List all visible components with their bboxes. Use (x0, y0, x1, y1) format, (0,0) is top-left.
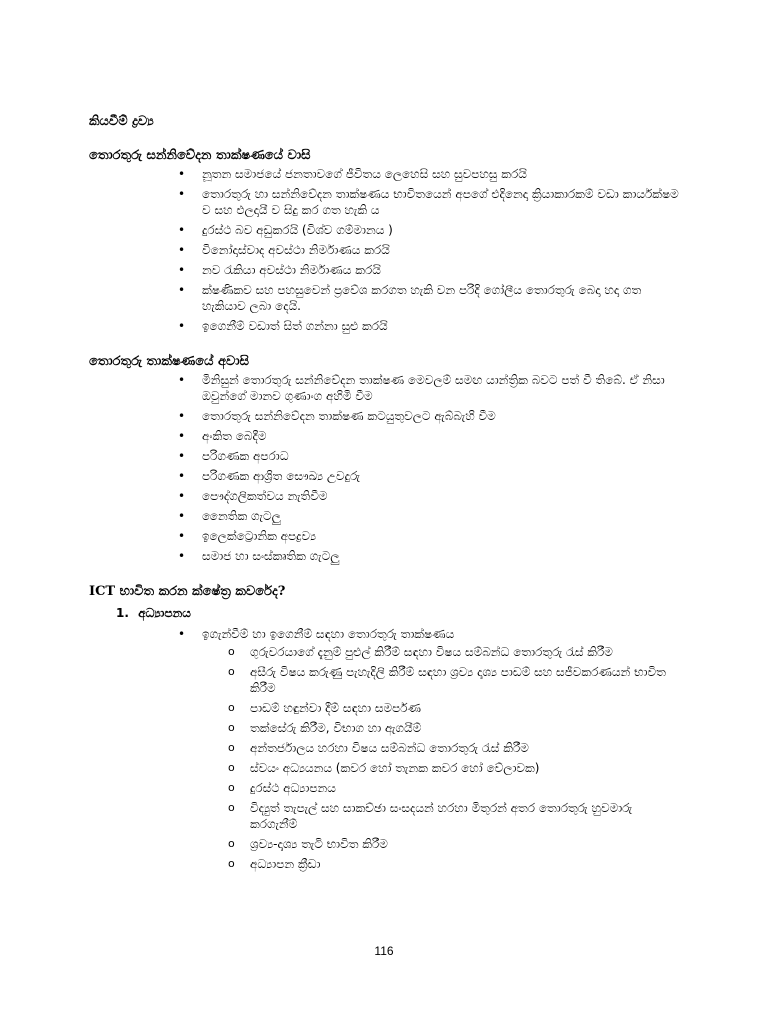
list-item (0, 548, 682, 564)
item-text: තක්සේරු කිරීම, විභාග හා ඇගයීම් (250, 721, 422, 735)
list-item (0, 800, 670, 832)
bullet-icon: • (178, 187, 186, 201)
item-text: දුරස්ථ අධ්‍යාපනය (250, 781, 336, 795)
section-number: 1. (116, 606, 129, 620)
list-item (0, 528, 682, 544)
item-text: නූතන සමාජයේ ජනතාවගේ ජීවිතය ලෙහෙසි සහ සුවපහසු කරයි (202, 167, 527, 181)
list-item (0, 508, 682, 524)
bullet-icon: • (178, 243, 186, 257)
education-subitems-list (0, 644, 670, 876)
bullet-icon: • (178, 627, 186, 641)
item-text: තොරතුරු හා සන්නිවේදන තාක්ෂණය භාවිතයෙන් අපගේ එදිනෙදා ක්‍රියාකාරකම් වඩා කාර්යක්ෂම ව සහ ඵලදායී ව සිදු කර ගත හැකි ය (202, 187, 679, 217)
item-text: ක්ෂණිකව සහ පහසුවෙන් ප්‍රවේශ කරගත හැකි වන පරිදි ගෝලීය තොරතුරු බෙදා හදා ගත හැකියාව ලබා දෙයි. (202, 283, 642, 313)
circle-bullet-icon: o (228, 741, 235, 754)
item-text: නෛතික ගැටලු (202, 509, 281, 523)
item-text: පරිගණක අපරාධ (202, 449, 289, 463)
item-text: අධ්‍යාපන ක්‍රීඩා (250, 857, 321, 871)
list-item (0, 664, 670, 696)
circle-bullet-icon: o (228, 761, 235, 774)
item-text: විද්‍යුත් තැපැල් සහ සාකච්ඡා සංසදයන් හරහා මිතුරන් අතර තොරතුරු හුවමාරු කරගැනීම් (250, 801, 633, 831)
item-text: විනෝදාස්වාද අවස්ථා නිර්මාණය කරයි (202, 243, 390, 257)
bullet-icon: • (178, 429, 186, 443)
list-item (0, 428, 682, 444)
list-item (0, 408, 682, 424)
bullet-icon: • (178, 319, 186, 333)
item-text: ගුරුවරයාගේ දැනුම් පුළුල් කිරීම් සඳහා විෂය සම්බන්ධ තොරතුරු රැස් කිරීම (250, 645, 613, 659)
list-item (0, 372, 682, 404)
circle-bullet-icon: o (228, 781, 235, 794)
list-item (0, 186, 682, 218)
circle-bullet-icon: o (228, 801, 235, 814)
disadvantages-list (0, 372, 682, 568)
advantages-list (0, 166, 682, 338)
list-item (0, 780, 670, 796)
item-text: ස්වයං අධ්‍යයනය (කවර හෝ තැනක කවර හෝ වේලාවක) (250, 761, 540, 775)
item-text: නව රැකියා අවස්ථා නිර්මාණය කරයි (202, 263, 381, 277)
list-item (0, 700, 670, 716)
page-number: 116 (374, 944, 394, 958)
item-text: පෞද්ගලිකත්වය නැතිවීම (202, 489, 328, 503)
bullet-icon: • (178, 549, 186, 563)
bullet-icon: • (178, 373, 186, 387)
section-title: අධ්‍යාපනය (138, 606, 191, 620)
bullet-icon: • (178, 167, 186, 181)
item-text: ශ්‍රව්‍ය-දෘශ්‍ය තැටි භාවිත කිරීම (250, 837, 388, 851)
disadvantages-heading: තොරතුරු තාක්ෂණයේ අවාසි (89, 354, 249, 369)
bullet-icon: • (178, 263, 186, 277)
item-text: තොරතුරු සන්නිවේදන තාක්ෂණ කටයුතුවලට ඇබ්බැහි වීම (202, 409, 496, 423)
circle-bullet-icon: o (228, 721, 235, 734)
item-text: අසීරු විෂය කරුණු පැහැදිලි කිරීම් සඳහා ශ්‍රව්‍ය දෘශ්‍ය පාඩම් සහ සජීවකරණයන් භාවිත කිරීම (250, 665, 666, 695)
list-item (0, 760, 670, 776)
list-item (0, 720, 670, 736)
list-item (0, 856, 670, 872)
list-item (0, 448, 682, 464)
list-item (0, 644, 670, 660)
item-text: ඉගැන්වීම් හා ඉගෙනීම් සඳහා තොරතුරු තාක්ෂණය (202, 627, 455, 641)
bullet-icon: • (178, 529, 186, 543)
list-item (0, 626, 682, 642)
list-item (0, 488, 682, 504)
list-item (0, 282, 682, 314)
education-heading (116, 605, 191, 621)
item-text: මිනිසුන් තොරතුරු සන්නිවේදන තාක්ෂණ මෙවලම් සමඟ යාන්ත්‍රික බවට පත් වී තිබේ. ඒ නිසා ඔවුන්ගේ මානව ගුණාංග අහිමි වීම (202, 373, 665, 403)
item-text: ඉලෙක්ට්‍රොනික අපද්‍රව්‍ය (202, 529, 317, 543)
item-text: සමාජ හා සංස්කෘතික ගැටලු (202, 549, 340, 563)
list-item (0, 242, 682, 258)
bullet-icon: • (178, 283, 186, 297)
list-item (0, 468, 682, 484)
item-text: අන්තර්ජාලය හරහා විෂය සම්බන්ධ තොරතුරු රැස් කිරීම (250, 741, 529, 755)
list-item (0, 740, 670, 756)
bullet-icon: • (178, 449, 186, 463)
reading-material-heading: කියවීම් ද්‍රව්‍ය (89, 114, 154, 129)
list-item (0, 222, 682, 238)
circle-bullet-icon: o (228, 665, 235, 678)
item-text: පරිගණක ආශ්‍රිත සෞඛ්‍ය උවදුරු (202, 469, 361, 483)
bullet-icon: • (178, 223, 186, 237)
circle-bullet-icon: o (228, 837, 235, 850)
list-item (0, 318, 682, 334)
circle-bullet-icon: o (228, 701, 235, 714)
item-text: ඉගෙනීම් වඩාත් සිත් ගන්නා සුළු කරයි (202, 319, 388, 333)
list-item (0, 166, 682, 182)
item-text: දුරස්ථ බව අඩුකරයි (විශ්ව ගම්මානය ) (202, 223, 393, 237)
education-topic-list (0, 626, 682, 646)
bullet-icon: • (178, 509, 186, 523)
item-text: පාඩම් හඳුන්වා දීම් සඳහා සමර්පණ (250, 701, 421, 715)
bullet-icon: • (178, 469, 186, 483)
circle-bullet-icon: o (228, 645, 235, 658)
list-item (0, 836, 670, 852)
list-item (0, 262, 682, 278)
bullet-icon: • (178, 489, 186, 503)
circle-bullet-icon: o (228, 857, 235, 870)
fields-heading: ICT භාවිත කරන ක්ෂේත්‍ර කවරේද? (89, 584, 286, 599)
item-text: අංකිත බෙදීම (202, 429, 267, 443)
bullet-icon: • (178, 409, 186, 423)
advantages-heading: තොරතුරු සන්නිවේදන තාක්ෂණයේ වාසි (89, 148, 311, 163)
